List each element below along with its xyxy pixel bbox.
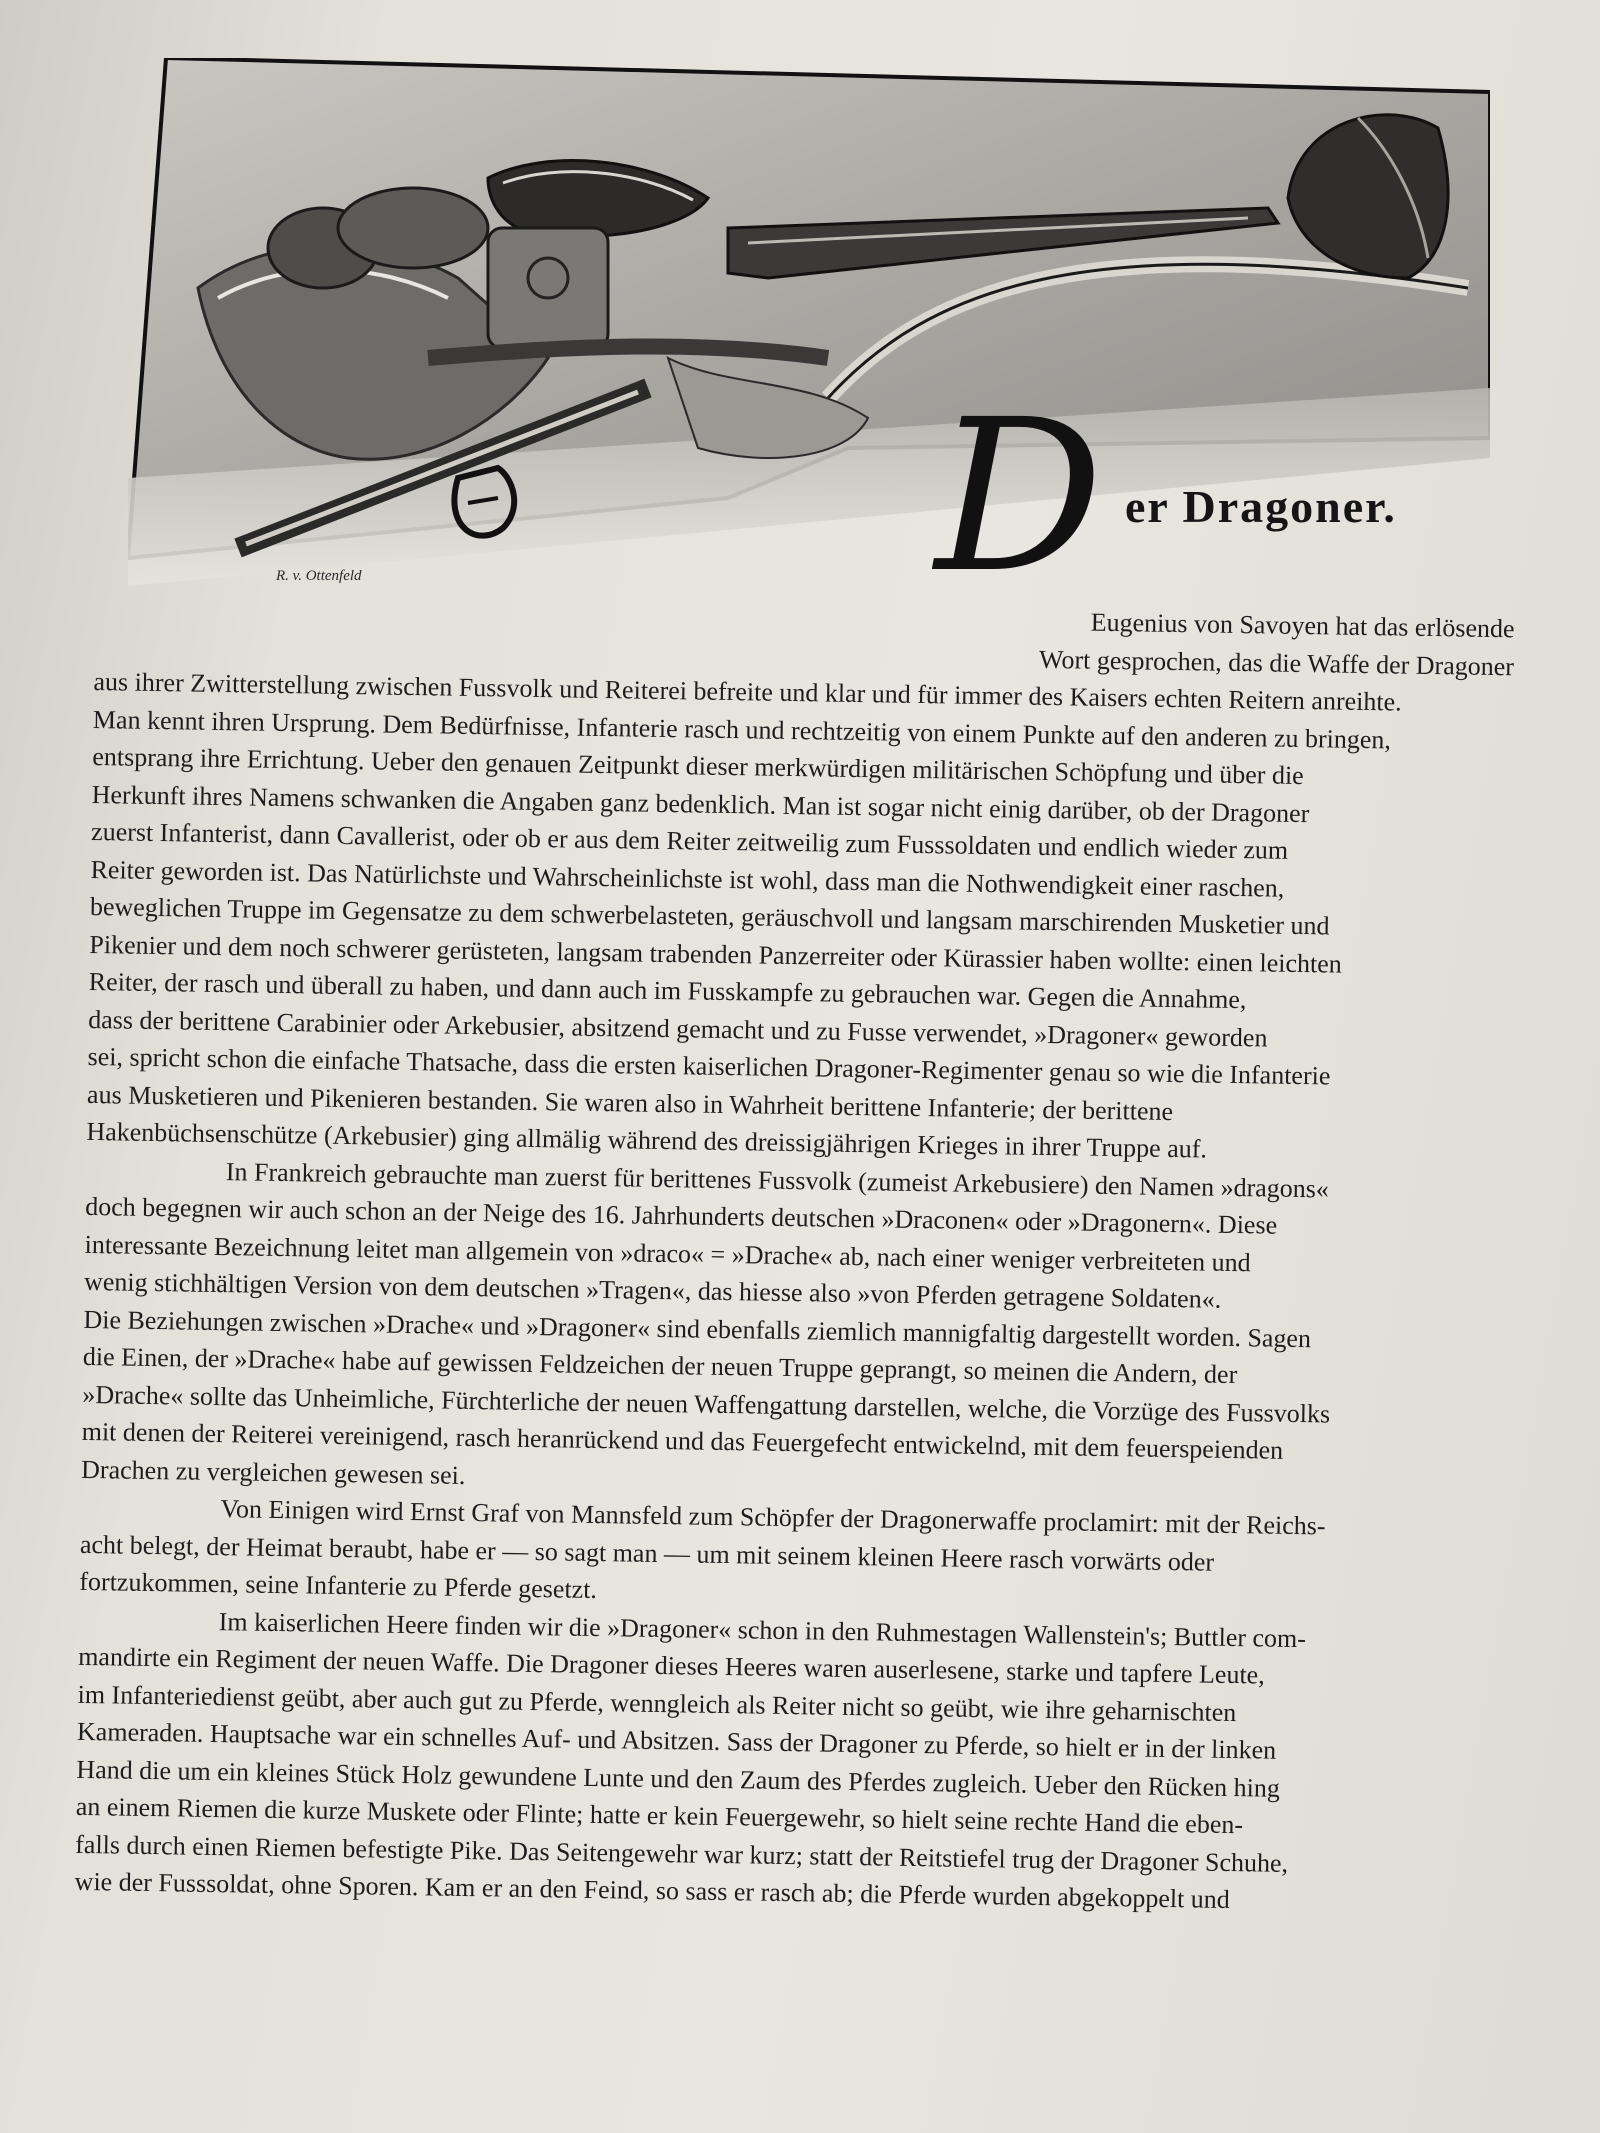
text-line: mit denen der Reiterei vereinigend, rasch heranrückend und das Feuergefecht entwickelnd, mit dem feuerspeienden: [81, 1416, 1284, 1465]
text-line: Reiter, der rasch und überall zu haben, und dann auch im Fusskampfe zu gebrauchen war. Gegen die Annahme,: [88, 966, 1247, 1015]
text-line: Im kaiserlichen Heere finden wir die »Dragoner« schon in den Ruhmestagen Wallenstein's; Buttler com-: [218, 1606, 1307, 1653]
text-line: »Drache« sollte das Unheimliche, Fürchterliche der neuen Waffengattung darstellen, welche, die Vorzüge des Fussvolks: [82, 1379, 1331, 1429]
text-line: sei, spricht schon die einfache Thatsache, dass die ersten kaiserlichen Dragoner-Regimenter genau so wie die Infanterie: [87, 1041, 1331, 1091]
text-line: aus ihrer Zwitterstellung zwischen Fussvolk und Reiterei befreite und klar und für immer des Kaisers echten Reitern anreihte.: [93, 666, 1402, 717]
text-line: Herkunft ihres Namens schwanken die Angaben ganz bedenklich. Man ist sogar nicht einig darüber, ob der Dragoner: [91, 779, 1310, 828]
title-text: er Dragoner.: [1125, 481, 1397, 532]
artist-signature: R. v. Ottenfeld: [276, 568, 362, 584]
body-text: [74, 588, 1525, 1970]
text-line: Die Beziehungen zwischen »Drache« und »Dragoner« sind ebenfalls ziemlich mannigfaltig dargestellt worden. Sagen: [83, 1304, 1312, 1353]
text-line: In Frankreich gebrauchte man zuerst für berittenes Fussvolk (zumeist Arkebusiere) den Namen »dragons«: [225, 1156, 1330, 1203]
text-line: Man kennt ihren Ursprung. Dem Bedürfnisse, Infanterie rasch und rechtzeitig von einem Punkte auf den anderen zu bringen,: [92, 704, 1392, 754]
text-line: Von Einigen wird Ernst Graf von Mannsfeld zum Schöpfer der Dragonerwaffe proclamirt: mit der Reichs-: [220, 1494, 1326, 1541]
text-line: an einem Riemen die kurze Muskete oder Flinte; hatte er kein Feuergewehr, so hielt seine rechte Hand die eben-: [75, 1791, 1244, 1840]
text-line: falls durch einen Riemen befestigte Pike. Das Seitengewehr war kurz; statt der Reitstiefel trug der Dragoner Schuhe,: [75, 1829, 1289, 1878]
chapter-title: [935, 374, 1405, 619]
text-line: Hand die um ein kleines Stück Holz gewundene Lunte und den Zaum des Pferdes zugleich. Ueber den Rücken hing: [76, 1754, 1281, 1803]
text-line: Wort gesprochen, das die Waffe der Dragoner: [1038, 644, 1515, 681]
text-line: acht belegt, der Heimat beraubt, habe er — so sagt man — um mit seinem kleinen Heere rasch vorwärts oder: [79, 1529, 1215, 1577]
text-line: Reiter geworden ist. Das Natürlichste und Wahrscheinlichste ist wohl, dass man die Nothwendigkeit einer raschen,: [90, 854, 1285, 903]
text-line: Drachen zu vergleichen gewesen sei.: [80, 1454, 466, 1490]
text-line: wenig stichhältigen Version von dem deutschen »Tragen«, das hiesse also »von Pferden getragene Soldaten«.: [83, 1266, 1222, 1314]
text-line: fortzukommen, seine Infanterie zu Pferde gesetzt.: [79, 1566, 598, 1605]
text-line: dass der berittene Carabinier oder Arkebusier, absitzend gemacht und zu Fusse verwendet, »Dragoner« geworden: [88, 1004, 1268, 1052]
text-line: Kameraden. Hauptsache war ein schnelles Auf- und Absitzen. Sass der Dragoner zu Pferde, so hielt er in der linken: [76, 1716, 1277, 1765]
text-line: interessante Bezeichnung leitet man allgemein von »draco« = »Drache« ab, nach einer weniger verbreiteten und: [84, 1229, 1251, 1277]
text-line: im Infanteriedienst geübt, aber auch gut zu Pferde, wenngleich als Reiter nicht so geübt, wie ihre geharnischten: [77, 1679, 1237, 1727]
text-line: wie der Fusssoldat, ohne Sporen. Kam er an den Feind, so sass er rasch ab; die Pferde wurden abgekoppelt und: [74, 1866, 1231, 1914]
text-line: die Einen, der »Drache« habe auf gewissen Feldzeichen der neuen Truppe geprangt, so meinen die Andern, der: [82, 1341, 1238, 1390]
text-line: doch begegnen wir auch schon an der Neige des 16. Jahrhunderts deutschen »Draconen« oder »Dragonern«. Diese: [85, 1191, 1278, 1240]
text-line: beweglichen Truppe im Gegensatze zu dem schwerbelasteten, geräuschvoll und langsam marschirenden Musketier und: [89, 891, 1330, 941]
text-line: entsprang ihre Errichtung. Ueber den genauen Zeitpunkt dieser merkwürdigen militärischen Schöpfung und über die: [92, 741, 1304, 791]
text-line: mandirte ein Regiment der neuen Waffe. Die Dragoner dieses Heeres waren auserlesene, starke und tapfere Leute,: [77, 1641, 1265, 1690]
text-line: zuerst Infanterist, dann Cavallerist, oder ob er aus dem Reiter zeitweilig zum Fusssoldaten und endlich wieder zum: [90, 816, 1289, 865]
text-line: Pikenier und dem noch schwerer gerüsteten, langsam trabenden Panzerreiter oder Kürassier haben wollte: einen leichten: [89, 929, 1343, 979]
text-line: Eugenius von Savoyen hat das erlösende: [1090, 607, 1515, 644]
text-line: aus Musketieren und Pikenieren bestanden. Sie waren also in Wahrheit berittene Infanterie; der berittene: [86, 1079, 1174, 1126]
title-drop-cap: D: [935, 374, 1104, 619]
text-line: Hakenbüchsenschütze (Arkebusier) ging allmälig während des dreissigjährigen Krieges in ihrer Truppe auf.: [86, 1116, 1208, 1164]
